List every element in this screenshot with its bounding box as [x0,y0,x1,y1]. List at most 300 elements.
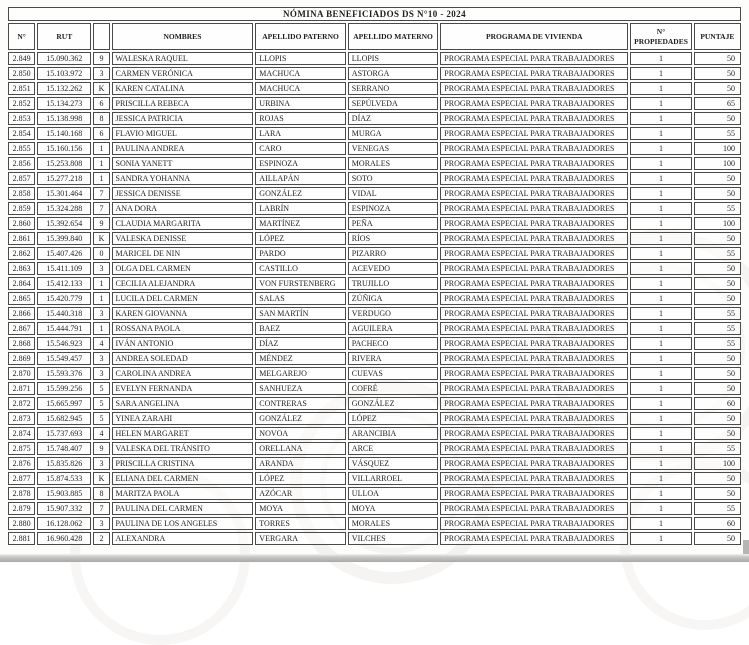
table-cell: 60 [694,397,741,410]
table-cell: 50 [694,382,741,395]
table-row [8,502,741,515]
table-cell: 2.879 [8,502,35,515]
table-row [8,442,741,455]
table-cell: 1 [630,502,691,515]
table-cell: TRUJILLO [348,277,439,290]
table-cell: SALAS [255,292,346,305]
table-cell: CUEVAS [348,367,439,380]
table-cell: 1 [630,157,691,170]
table-cell: NOVOA [255,427,346,440]
table-cell: 2.863 [8,262,35,275]
table-cell: SEPÚLVEDA [348,97,439,110]
table-cell: 60 [694,517,741,530]
table-cell: 15.103.972 [37,67,91,80]
table-cell: 2.873 [8,412,35,425]
table-cell: CLAUDIA MARGARITA [112,217,254,230]
table-cell: PROGRAMA ESPECIAL PARA TRABAJADORES [440,487,628,500]
table-cell: 16.128.062 [37,517,91,530]
table-cell: ALEXANDRA [112,532,254,545]
table-cell: VÁSQUEZ [348,457,439,470]
table-cell: 50 [694,82,741,95]
table-cell: 55 [694,502,741,515]
table-cell: 2.860 [8,217,35,230]
table-cell: 50 [694,262,741,275]
table-row [8,487,741,500]
table-cell: 15.140.168 [37,127,91,140]
col-header-programa-vivienda: PROGRAMA DE VIVIENDA [440,23,628,50]
table-cell: PROGRAMA ESPECIAL PARA TRABAJADORES [440,52,628,65]
table-cell: PIZARRO [348,247,439,260]
table-cell: 100 [694,217,741,230]
table-cell: ANA DORA [112,202,254,215]
table-cell: 4 [93,337,109,350]
table-cell: 50 [694,187,741,200]
table-cell: VERDUGO [348,307,439,320]
table-cell: JESSICA PATRICIA [112,112,254,125]
title-row [8,7,741,21]
table-cell: COFRÉ [348,382,439,395]
table-cell: 2.877 [8,472,35,485]
table-cell: PROGRAMA ESPECIAL PARA TRABAJADORES [440,232,628,245]
table-cell: PROGRAMA ESPECIAL PARA TRABAJADORES [440,517,628,530]
table-cell: 1 [93,322,109,335]
table-cell: 1 [630,457,691,470]
table-cell: 9 [93,217,109,230]
table-cell: 1 [630,202,691,215]
table-cell: 1 [630,382,691,395]
table-cell: 2.855 [8,142,35,155]
table-cell: KAREN CATALINA [112,82,254,95]
table-cell: 15.132.262 [37,82,91,95]
table-cell: LÓPEZ [348,412,439,425]
table-cell: DÍAZ [255,337,346,350]
table-cell: MORALES [348,517,439,530]
table-cell: CONTRERAS [255,397,346,410]
table-row [8,337,741,350]
table-cell: 1 [630,127,691,140]
table-cell: AZÓCAR [255,487,346,500]
table-cell: PROGRAMA ESPECIAL PARA TRABAJADORES [440,247,628,260]
table-cell: 15.835.826 [37,457,91,470]
col-header-apellido-paterno: APELLIDO PATERNO [255,23,346,50]
table-cell: 1 [630,187,691,200]
table-cell: 2.850 [8,67,35,80]
table-cell: 1 [630,307,691,320]
table-cell: 100 [694,457,741,470]
table-cell: 15.549.457 [37,352,91,365]
table-cell: PARDO [255,247,346,260]
table-cell: 2.881 [8,532,35,545]
table-cell: 1 [630,352,691,365]
table-cell: 1 [93,277,109,290]
table-cell: 15.737.693 [37,427,91,440]
table-cell: PROGRAMA ESPECIAL PARA TRABAJADORES [440,97,628,110]
table-cell: 2.851 [8,82,35,95]
table-cell: 3 [93,517,109,530]
table-cell: LÓPEZ [255,232,346,245]
table-cell: GONZÁLEZ [255,412,346,425]
table-cell: LUCILA DEL CARMEN [112,292,254,305]
table-cell: ORELLANA [255,442,346,455]
table-cell: 1 [93,292,109,305]
table-cell: PROGRAMA ESPECIAL PARA TRABAJADORES [440,412,628,425]
table-cell: PROGRAMA ESPECIAL PARA TRABAJADORES [440,427,628,440]
table-cell: BAEZ [255,322,346,335]
table-cell: GONZÁLEZ [348,397,439,410]
table-cell: PAULINA ANDREA [112,142,254,155]
table-cell: ESPINOZA [255,157,346,170]
table-cell: 55 [694,202,741,215]
table-cell: 1 [630,262,691,275]
table-row [8,97,741,110]
table-cell: 15.903.885 [37,487,91,500]
table-cell: 2.864 [8,277,35,290]
table-cell: 15.599.256 [37,382,91,395]
table-cell: RÍOS [348,232,439,245]
table-cell: 7 [93,187,109,200]
table-cell: WALESKA RAQUEL [112,52,254,65]
table-cell: K [93,232,109,245]
table-cell: MARTÍNEZ [255,217,346,230]
table-cell: ZÚÑIGA [348,292,439,305]
table-cell: PROGRAMA ESPECIAL PARA TRABAJADORES [440,322,628,335]
table-cell: MOYA [255,502,346,515]
table-cell: 2.878 [8,487,35,500]
table-row [8,517,741,530]
table-cell: ARANCIBIA [348,427,439,440]
table-row [8,67,741,80]
table-cell: 15.090.362 [37,52,91,65]
table-cell: 1 [630,427,691,440]
table-cell: 2 [93,532,109,545]
table-row [8,412,741,425]
table-cell: 1 [630,232,691,245]
table-cell: 1 [93,172,109,185]
col-header-digito-verificador [93,23,109,50]
table-cell: PROGRAMA ESPECIAL PARA TRABAJADORES [440,367,628,380]
table-row [8,322,741,335]
table-cell: 15.407.426 [37,247,91,260]
table-cell: CECILIA ALEJANDRA [112,277,254,290]
table-cell: 1 [630,322,691,335]
table-cell: 1 [630,412,691,425]
table-cell: 6 [93,127,109,140]
table-cell: MURGA [348,127,439,140]
table-cell: 1 [630,442,691,455]
table-cell: 2.870 [8,367,35,380]
table-row [8,52,741,65]
table-row [8,352,741,365]
table-cell: PROGRAMA ESPECIAL PARA TRABAJADORES [440,67,628,80]
table-cell: AGUILERA [348,322,439,335]
table-row [8,217,741,230]
table-cell: 1 [630,292,691,305]
table-cell: MELGAREJO [255,367,346,380]
table-cell: MACHUCA [255,82,346,95]
table-cell: 2.876 [8,457,35,470]
table-cell: 15.138.998 [37,112,91,125]
table-cell: 1 [630,97,691,110]
table-cell: 2.859 [8,202,35,215]
table-cell: 3 [93,352,109,365]
table-cell: 7 [93,202,109,215]
table-cell: 5 [93,397,109,410]
table-cell: 15.412.133 [37,277,91,290]
table-cell: 50 [694,232,741,245]
table-cell: PROGRAMA ESPECIAL PARA TRABAJADORES [440,442,628,455]
table-cell: 15.907.332 [37,502,91,515]
table-cell: 15.748.407 [37,442,91,455]
table-cell: ARCE [348,442,439,455]
table-row [8,82,741,95]
table-cell: ACEVEDO [348,262,439,275]
table-cell: 2.865 [8,292,35,305]
table-row [8,292,741,305]
table-row [8,202,741,215]
table-row [8,307,741,320]
table-cell: 2.854 [8,127,35,140]
table-cell: MÉNDEZ [255,352,346,365]
table-cell: PROGRAMA ESPECIAL PARA TRABAJADORES [440,292,628,305]
table-cell: 4 [93,427,109,440]
table-cell: 50 [694,292,741,305]
table-cell: 2.874 [8,427,35,440]
table-cell: 1 [630,112,691,125]
table-cell: 50 [694,277,741,290]
col-header-num-propiedades: N° PROPIEDADES [630,23,691,50]
table-cell: 1 [630,367,691,380]
table-cell: 5 [93,382,109,395]
table-cell: 50 [694,52,741,65]
table-cell: LLOPIS [255,52,346,65]
table-cell: PROGRAMA ESPECIAL PARA TRABAJADORES [440,457,628,470]
col-header-apellido-materno: APELLIDO MATERNO [348,23,439,50]
table-cell: LARA [255,127,346,140]
table-cell: URBINA [255,97,346,110]
table-cell: 50 [694,67,741,80]
table-cell: 2.861 [8,232,35,245]
table-cell: YINEA ZARAHI [112,412,254,425]
table-cell: 55 [694,127,741,140]
table-row [8,532,741,545]
col-header-puntaje: PUNTAJE [694,23,741,50]
table-cell: 1 [93,157,109,170]
table-cell: 15.134.273 [37,97,91,110]
table-cell: 6 [93,97,109,110]
table-cell: PROGRAMA ESPECIAL PARA TRABAJADORES [440,337,628,350]
table-cell: 3 [93,67,109,80]
table-cell: MARITZA PAOLA [112,487,254,500]
table-cell: 1 [630,532,691,545]
table-row [8,172,741,185]
table-cell: 1 [630,397,691,410]
table-cell: 1 [630,172,691,185]
table-cell: PROGRAMA ESPECIAL PARA TRABAJADORES [440,382,628,395]
table-cell: PAULINA DE LOS ANGELES [112,517,254,530]
table-cell: OLGA DEL CARMEN [112,262,254,275]
table-cell: PROGRAMA ESPECIAL PARA TRABAJADORES [440,307,628,320]
table-cell: 50 [694,112,741,125]
table-cell: VENEGAS [348,142,439,155]
table-cell: VERGARA [255,532,346,545]
table-cell: 15.444.791 [37,322,91,335]
table-cell: PROGRAMA ESPECIAL PARA TRABAJADORES [440,532,628,545]
table-cell: HELEN MARGARET [112,427,254,440]
table-cell: 7 [93,502,109,515]
table-cell: MORALES [348,157,439,170]
table-cell: PROGRAMA ESPECIAL PARA TRABAJADORES [440,502,628,515]
table-cell: 1 [630,337,691,350]
table-cell: PROGRAMA ESPECIAL PARA TRABAJADORES [440,277,628,290]
table-cell: 5 [93,412,109,425]
table-cell: K [93,82,109,95]
table-cell: 3 [93,307,109,320]
table-cell: 55 [694,337,741,350]
table-cell: 15.411.109 [37,262,91,275]
table-cell: PROGRAMA ESPECIAL PARA TRABAJADORES [440,82,628,95]
table-cell: CARO [255,142,346,155]
table-cell: 55 [694,247,741,260]
table-cell: SONIA YANETT [112,157,254,170]
table-cell: 2.862 [8,247,35,260]
table-cell: 3 [93,367,109,380]
table-cell: 1 [93,142,109,155]
table-cell: 50 [694,172,741,185]
table-cell: VALESKA DEL TRÁNSITO [112,442,254,455]
table-cell: 50 [694,532,741,545]
table-cell: 2.871 [8,382,35,395]
table-cell: PEÑA [348,217,439,230]
table-cell: 1 [630,517,691,530]
table-cell: 55 [694,322,741,335]
table-cell: 8 [93,112,109,125]
table-cell: EVELYN FERNANDA [112,382,254,395]
table-cell: 50 [694,487,741,500]
table-cell: LÓPEZ [255,472,346,485]
table-cell: 2.869 [8,352,35,365]
table-cell: 2.857 [8,172,35,185]
table-row [8,187,741,200]
table-cell: ROJAS [255,112,346,125]
table-cell: PROGRAMA ESPECIAL PARA TRABAJADORES [440,112,628,125]
table-cell: K [93,472,109,485]
table-cell: 2.856 [8,157,35,170]
table-cell: 9 [93,442,109,455]
table-cell: 1 [630,277,691,290]
table-cell: CAROLINA ANDREA [112,367,254,380]
table-cell: PROGRAMA ESPECIAL PARA TRABAJADORES [440,142,628,155]
table-cell: PROGRAMA ESPECIAL PARA TRABAJADORES [440,172,628,185]
table-cell: CASTILLO [255,262,346,275]
table-cell: SANHUEZA [255,382,346,395]
table-cell: 1 [630,82,691,95]
table-cell: AILLAPÁN [255,172,346,185]
table-cell: 2.866 [8,307,35,320]
table-cell: 8 [93,487,109,500]
table-row [8,157,741,170]
table-cell: VALESKA DENISSE [112,232,254,245]
table-cell: ELIANA DEL CARMEN [112,472,254,485]
table-cell: 9 [93,52,109,65]
table-cell: 2.868 [8,337,35,350]
table-cell: 15.593.376 [37,367,91,380]
table-cell: 15.160.156 [37,142,91,155]
table-cell: 15.874.533 [37,472,91,485]
table-body [8,52,741,545]
beneficiaries-table [6,5,743,547]
table-cell: VILLARROEL [348,472,439,485]
table-cell: SARA ANGELINA [112,397,254,410]
table-cell: FLAVIO MIGUEL [112,127,254,140]
table-cell: 55 [694,442,741,455]
table-cell: 2.849 [8,52,35,65]
table-cell: KAREN GIOVANNA [112,307,254,320]
scan-edge-shadow [0,554,749,562]
table-cell: ULLOA [348,487,439,500]
table-cell: 3 [93,457,109,470]
table-cell: PRISCILLA REBECA [112,97,254,110]
table-cell: GONZÁLEZ [255,187,346,200]
table-cell: SERRANO [348,82,439,95]
table-cell: TORRES [255,517,346,530]
table-cell: PROGRAMA ESPECIAL PARA TRABAJADORES [440,157,628,170]
table-row [8,382,741,395]
table-cell: 100 [694,157,741,170]
table-cell: PROGRAMA ESPECIAL PARA TRABAJADORES [440,202,628,215]
table-cell: PROGRAMA ESPECIAL PARA TRABAJADORES [440,262,628,275]
table-cell: 2.880 [8,517,35,530]
table-cell: PROGRAMA ESPECIAL PARA TRABAJADORES [440,397,628,410]
table-cell: ROSSANA PAOLA [112,322,254,335]
table-cell: 2.853 [8,112,35,125]
table-row [8,262,741,275]
col-header-numero: N° [8,23,35,50]
header-row [8,23,741,50]
table-cell: PROGRAMA ESPECIAL PARA TRABAJADORES [440,217,628,230]
table-cell: ESPINOZA [348,202,439,215]
table-cell: 0 [93,247,109,260]
table-cell: 15.392.654 [37,217,91,230]
table-row [8,142,741,155]
table-cell: 15.253.808 [37,157,91,170]
table-row [8,367,741,380]
col-header-nombres: NOMBRES [112,23,254,50]
table-cell: 65 [694,97,741,110]
table-cell: ANDREA SOLEDAD [112,352,254,365]
table-cell: CARMEN VERÓNICA [112,67,254,80]
table-cell: 15.420.779 [37,292,91,305]
table-row [8,397,741,410]
table-cell: 15.301.464 [37,187,91,200]
table-row [8,277,741,290]
table-cell: 50 [694,412,741,425]
table-cell: 15.399.840 [37,232,91,245]
table-row [8,247,741,260]
table-cell: 2.858 [8,187,35,200]
table-cell: RIVERA [348,352,439,365]
table-cell: LABRÍN [255,202,346,215]
table-cell: SAN MARTÍN [255,307,346,320]
table-cell: 1 [630,472,691,485]
table-row [8,472,741,485]
table-cell: 2.867 [8,322,35,335]
table-cell: 55 [694,307,741,320]
table-cell: VILCHES [348,532,439,545]
table-cell: PROGRAMA ESPECIAL PARA TRABAJADORES [440,352,628,365]
table-cell: ARANDA [255,457,346,470]
table-cell: MOYA [348,502,439,515]
table-cell: 1 [630,247,691,260]
